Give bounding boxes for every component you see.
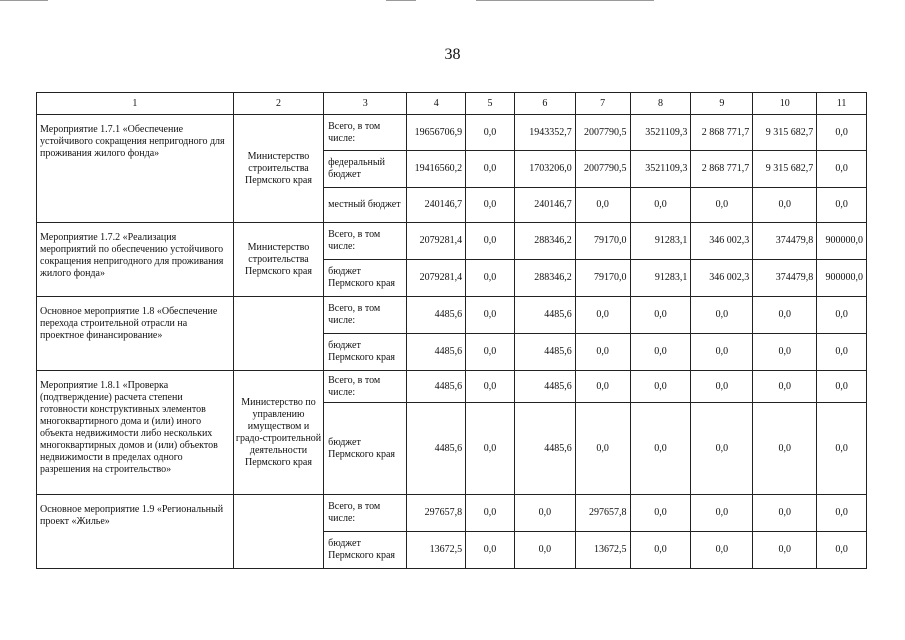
value-cell: 91283,1 [630,260,691,297]
funding-source: бюджет Пермского края [324,403,407,495]
value-cell: 0,0 [466,223,515,260]
value-cell: 2079281,4 [407,260,466,297]
value-cell: 0,0 [466,371,515,403]
value-cell: 0,0 [514,495,575,532]
funding-source: Всего, в том числе: [324,223,407,260]
funding-source: бюджет Пермского края [324,260,407,297]
value-cell: 0,0 [817,297,867,334]
funding-source: бюджет Пермского края [324,532,407,569]
value-cell: 297657,8 [407,495,466,532]
funding-source: местный бюджет [324,188,407,223]
activity-name: Мероприятие 1.7.1 «Обеспечение устойчивого сокращения непригодного для проживания жилого фонда» [37,115,234,223]
value-cell: 0,0 [630,297,691,334]
funding-source: Всего, в том числе: [324,495,407,532]
value-cell: 4485,6 [407,403,466,495]
scan-artifact-line [386,0,416,1]
value-cell: 374479,8 [753,223,817,260]
value-cell: 0,0 [817,151,867,188]
value-cell: 2007790,5 [575,115,630,151]
value-cell: 0,0 [753,297,817,334]
value-cell: 0,0 [630,403,691,495]
funding-source: федеральный бюджет [324,151,407,188]
funding-source: Всего, в том числе: [324,371,407,403]
value-cell: 0,0 [630,334,691,371]
column-header: 6 [514,93,575,115]
value-cell: 0,0 [753,403,817,495]
executor-name: Министерство по управлению имуществом и градо-строительной деятельности Пермского края [233,371,323,495]
activity-name: Мероприятие 1.8.1 «Проверка (подтверждение) расчета степени готовности конструктивных элементов многоквартирного дома и (или) иного объекта недвижимости либо нескольких многоквартирных домов и (или) объектов недвижимости в пределах одного разрешения на строительство» [37,371,234,495]
value-cell: 79170,0 [575,223,630,260]
table-row [37,495,867,532]
value-cell: 2 868 771,7 [691,151,753,188]
value-cell: 0,0 [630,371,691,403]
value-cell: 0,0 [817,532,867,569]
value-cell: 0,0 [691,403,753,495]
value-cell: 4485,6 [514,403,575,495]
value-cell: 2 868 771,7 [691,115,753,151]
value-cell: 2007790,5 [575,151,630,188]
value-cell: 19656706,9 [407,115,466,151]
value-cell: 346 002,3 [691,223,753,260]
activity-name: Основное мероприятие 1.8 «Обеспечение перехода строительной отрасли на проектное финансирование» [37,297,234,371]
value-cell: 79170,0 [575,260,630,297]
value-cell: 1943352,7 [514,115,575,151]
table-row [37,223,867,260]
column-header: 11 [817,93,867,115]
column-header: 9 [691,93,753,115]
value-cell: 297657,8 [575,495,630,532]
value-cell: 4485,6 [514,297,575,334]
value-cell: 0,0 [466,297,515,334]
value-cell: 0,0 [691,188,753,223]
value-cell: 4485,6 [514,334,575,371]
value-cell: 0,0 [817,115,867,151]
column-header: 8 [630,93,691,115]
value-cell: 900000,0 [817,223,867,260]
column-header: 4 [407,93,466,115]
value-cell: 1703206,0 [514,151,575,188]
value-cell: 0,0 [575,334,630,371]
value-cell: 0,0 [466,188,515,223]
column-header: 7 [575,93,630,115]
table-header-row [37,93,867,115]
value-cell: 0,0 [691,297,753,334]
value-cell: 346 002,3 [691,260,753,297]
value-cell: 0,0 [466,532,515,569]
value-cell: 4485,6 [407,334,466,371]
scan-artifact-line [476,0,654,1]
executor-name [233,297,323,371]
value-cell: 288346,2 [514,260,575,297]
value-cell: 374479,8 [753,260,817,297]
funding-source: Всего, в том числе: [324,297,407,334]
value-cell: 0,0 [466,495,515,532]
value-cell: 0,0 [691,532,753,569]
value-cell: 2079281,4 [407,223,466,260]
value-cell: 0,0 [817,334,867,371]
column-header: 2 [233,93,323,115]
executor-name: Министерство строительства Пермского края [233,115,323,223]
value-cell: 4485,6 [407,297,466,334]
scan-artifact-line [0,0,48,1]
value-cell: 0,0 [466,151,515,188]
value-cell: 0,0 [630,495,691,532]
value-cell: 0,0 [466,403,515,495]
executor-name [233,495,323,569]
column-header: 5 [466,93,515,115]
value-cell: 0,0 [753,188,817,223]
value-cell: 91283,1 [630,223,691,260]
value-cell: 288346,2 [514,223,575,260]
value-cell: 0,0 [630,532,691,569]
value-cell: 0,0 [575,403,630,495]
activity-name: Основное мероприятие 1.9 «Региональный проект «Жилье» [37,495,234,569]
value-cell: 900000,0 [817,260,867,297]
value-cell: 3521109,3 [630,151,691,188]
value-cell: 240146,7 [407,188,466,223]
value-cell: 0,0 [466,260,515,297]
value-cell: 0,0 [575,188,630,223]
value-cell: 0,0 [753,371,817,403]
value-cell: 19416560,2 [407,151,466,188]
value-cell: 9 315 682,7 [753,115,817,151]
activity-name: Мероприятие 1.7.2 «Реализация мероприятий по обеспечению устойчивого сокращения непригодного для проживания жилого фонда» [37,223,234,297]
funding-source: Всего, в том числе: [324,115,407,151]
value-cell: 0,0 [466,334,515,371]
value-cell: 0,0 [630,188,691,223]
value-cell: 0,0 [817,495,867,532]
value-cell: 13672,5 [407,532,466,569]
value-cell: 3521109,3 [630,115,691,151]
value-cell: 0,0 [753,532,817,569]
column-header: 1 [37,93,234,115]
table-row [37,115,867,151]
value-cell: 4485,6 [514,371,575,403]
executor-name: Министерство строительства Пермского края [233,223,323,297]
value-cell: 0,0 [753,495,817,532]
value-cell: 0,0 [691,334,753,371]
value-cell: 0,0 [575,297,630,334]
value-cell: 0,0 [817,403,867,495]
table-row [37,371,867,403]
value-cell: 240146,7 [514,188,575,223]
value-cell: 4485,6 [407,371,466,403]
value-cell: 0,0 [753,334,817,371]
column-header: 3 [324,93,407,115]
column-header: 10 [753,93,817,115]
budget-table [36,92,867,569]
value-cell: 13672,5 [575,532,630,569]
value-cell: 0,0 [691,495,753,532]
page-number: 38 [444,46,461,63]
table-row [37,297,867,334]
value-cell: 0,0 [575,371,630,403]
funding-source: бюджет Пермского края [324,334,407,371]
value-cell: 0,0 [691,371,753,403]
value-cell: 0,0 [514,532,575,569]
value-cell: 0,0 [817,371,867,403]
value-cell: 0,0 [817,188,867,223]
value-cell: 0,0 [466,115,515,151]
value-cell: 9 315 682,7 [753,151,817,188]
